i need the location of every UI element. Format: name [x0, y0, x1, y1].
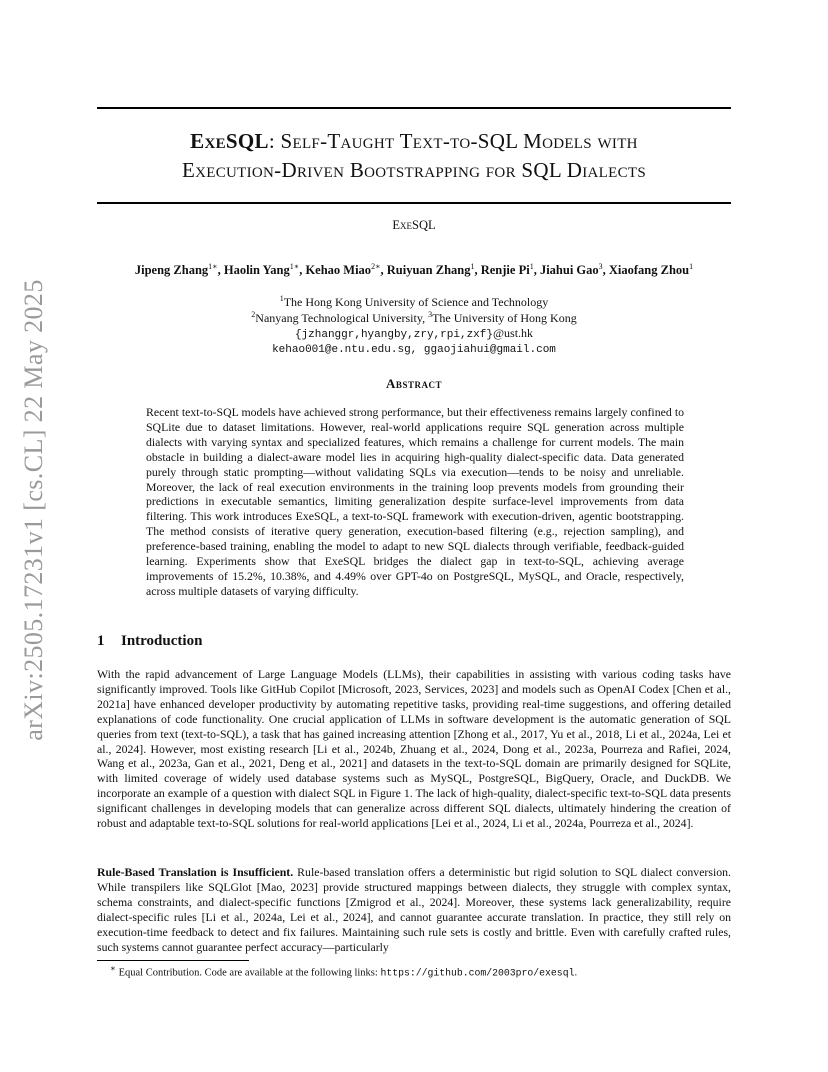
author: Jiahui Gao$^3$ [539, 262, 603, 278]
paper-title [97, 127, 731, 185]
author: Ruiyuan Zhang$^1$ [386, 262, 475, 278]
section-heading [97, 633, 202, 650]
email-line-2[interactable]: kehao001@e.ntu.edu.sg, ggaojiahui@gmail.com [272, 344, 556, 356]
author: Renjie Pi$^1$ [480, 262, 534, 278]
section-number: 1 [97, 633, 105, 649]
running-head: ExeSQL [392, 218, 436, 232]
abstract-heading: Abstract [386, 376, 442, 391]
paragraph-lead: Rule-Based Translation is Insufficient. [97, 865, 294, 879]
email-line-1[interactable]: {jzhanggr,hyangby,zry,rpi,zxf}@ust.hk [294, 326, 534, 341]
title-line2: Execution-Driven Bootstrapping for SQL Dialects [182, 158, 646, 182]
code-link[interactable]: https://github.com/2003pro/exesql [380, 967, 575, 979]
title-top-rule [97, 107, 731, 109]
affiliation-1: $^1$The Hong Kong University of Science and Technology [279, 294, 549, 309]
footnote-rule [97, 960, 249, 961]
author-list: Jipeng Zhang$^{1∗}$, Haolin Yang$^{1∗}$, Kehao Miao$^{2∗}$, Ruiyuan Zhang$^1$, Renjie Pi$^1$, Jiahui Gao$^3$, Xiaofang Zhou$^1$ [134, 262, 694, 278]
author: Kehao Miao$^{2∗}$ [305, 262, 381, 278]
arxiv-stamp-text: arXiv:2505.17231v1 [cs.CL] 22 May 2025 [19, 278, 48, 741]
author: Haolin Yang$^{1∗}$ [223, 262, 300, 278]
section-title: Introduction [121, 633, 203, 649]
author: Jipeng Zhang$^{1∗}$ [134, 262, 218, 278]
intro-paragraph-2: Rule-Based Translation is Insufficient. Rule-based translation offers a deterministic but rigid solution to SQL dialect conversion. While transpilers like SQLGlot [Mao, 2023] provide structured mappings between dialects, they struggle with complex syntax, schema constraints, and dialect-specific functions [Zmigrod et al., 2024]. Moreover, these systems lack generalizability, require dialect-specific rules [Li et al., 2024a, Lei et al., 2024], and cannot guarantee accurate translation. In practice, they still rely on execution-time feedback to detect and fix failures. Maintaining such rule sets is costly and brittle. Even with carefully crafted rules, such systems cannot guarantee perfect accuracy—particularly [97, 865, 731, 954]
intro-paragraph-1: With the rapid advancement of Large Language Models (LLMs), their capabilities in assisting with various coding tasks have significantly improved. Tools like GitHub Copilot [Microsoft, 2023, Services, 2023] and models such as OpenAI Codex [Chen et al., 2021a] have enhanced developer productivity by automating repetitive tasks, providing real-time suggestions, and offering detailed explanations of code functionality. One crucial application of LLMs in software development is the automatic generation of SQL queries from text (text-to-SQL), a task that has gained increasing attention [Zhong et al., 2017, Yu et al., 2018, Li et al., 2024a, Lei et al., 2024]. However, most existing research [Li et al., 2024b, Zhuang et al., 2024, Dong et al., 2023a, Pourreza and Rafiei, 2024, Wang et al., 2023a, Gan et al., 2021, Deng et al., 2021] and datasets in the text-to-SQL domain are primarily designed for SQLite, with limited coverage of widely used database systems such as MySQL, PostgreSQL, BigQuery, Oracle, and DuckDB. We incorporate an example of a question with dialect SQL in Figure 1. The lack of high-quality, dialect-specific text-to-SQL data presents significant challenges in developing models that can generalize across different SQL dialects, ultimately hindering the creation of robust and adaptable text-to-SQL solutions for real-world applications [Lei et al., 2024, Li et al., 2024a, Pourreza et al., 2024]. [97, 667, 731, 831]
title-name: ExeSQL [190, 129, 269, 153]
title-line1-rest: : Self-Taught Text-to-SQL Models with [268, 129, 638, 153]
title-bottom-rule [97, 202, 731, 204]
abstract-body: Recent text-to-SQL models have achieved strong performance, but their effectiveness remains largely confined to SQLite due to dataset limitations. However, real-world applications require SQL generation across multiple dialects with varying syntax and specialized features, which remains a challenge for current models. The main obstacle in building a dialect-aware model lies in acquiring high-quality dialect-specific data. Data generated purely through static prompting—without validating SQLs via execution—tends to be noisy and unreliable. Moreover, the lack of real execution environments in the training loop prevents models from grounding their predictions in executable semantics, limiting generalization despite surface-level improvements from data filtering. This work introduces ExeSQL, a text-to-SQL framework with execution-driven, agentic bootstrapping. The method consists of iterative query generation, execution-based filtering (e.g., rejection sampling), and preference-based training, enabling the model to adapt to new SQL dialects through verifiable, feedback-guided learning. Experiments show that ExeSQL bridges the dialect gap in text-to-SQL, achieving average improvements of 15.2%, 10.38%, and 4.49% over GPT-4o on PostgreSQL, MySQL, and Oracle, respectively, across multiple datasets of varying difficulty. [146, 405, 684, 598]
arxiv-stamp[interactable] [14, 278, 54, 741]
author: Xiaofang Zhou$^1$ [608, 262, 694, 278]
affiliation-2: $^2$Nanyang Technological University, $^3$The University of Hong Kong [251, 310, 577, 325]
footnote: ∗ Equal Contribution. Code are available at the following links: https://github.com/2003pro/exesql. [110, 963, 578, 979]
